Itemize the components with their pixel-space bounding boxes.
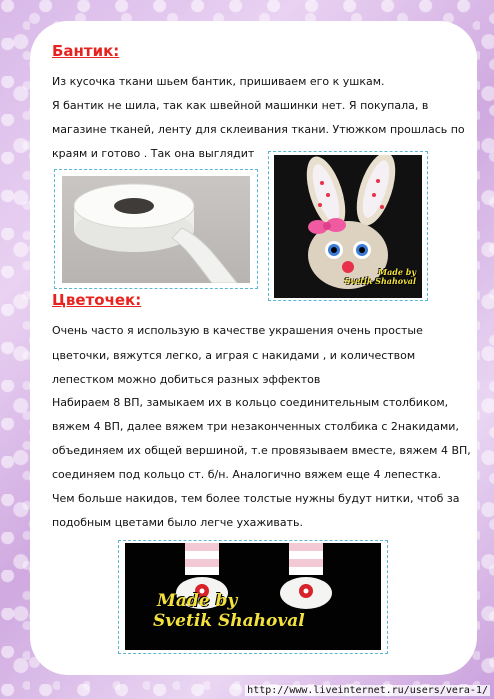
bow-text-line-4: краям и готово . Так она выглядит <box>52 147 255 160</box>
legs-watermark-line-2: Svetik Shahoval <box>153 611 305 631</box>
flower-text-line-3: лепестком можно добиться разных эффектов <box>52 373 321 386</box>
flower-text-line-1: Очень часто я использую в качестве украшения очень простые <box>52 324 423 337</box>
legs-watermark <box>153 591 305 631</box>
bunny-watermark-line-1: Made by <box>378 267 416 277</box>
bunny-watermark-line-2: Svetik Shahoval <box>344 276 416 286</box>
flower-text-line-2: цветочки, вяжутся легко, а играя с накидами , и количеством <box>52 349 416 362</box>
tape-roll-photo <box>62 176 250 283</box>
bow-text-line-3: магазине тканей, ленту для склеивания ткани. Утюжком прошлась по <box>52 123 465 136</box>
bow-text-line-1: Из кусочка ткани шьем бантик, пришиваем его к ушкам. <box>52 75 385 88</box>
section-heading-flower: Цветочек: <box>52 291 142 309</box>
flower-text-line-9: подобным цветами было легче ухаживать. <box>52 516 304 529</box>
footer-url[interactable]: http://www.liveinternet.ru/users/vera-1/ <box>247 685 488 696</box>
legs-watermark-line-1: Made by <box>157 591 238 611</box>
flower-text-line-5: вяжем 4 ВП, далее вяжем три незаконченных столбика с 2накидами, <box>52 420 459 433</box>
page-card <box>30 21 477 675</box>
section-heading-bow: Бантик: <box>52 42 120 60</box>
flower-text-line-8: Чем больше накидов, тем более толстые нужны будут нитки, чтоб за <box>52 492 460 505</box>
bow-text-line-2: Я бантик не шила, так как швейной машинки нет. Я покупала, в <box>52 99 429 112</box>
bunny-toy-photo <box>274 155 422 298</box>
toy-legs-photo <box>125 543 381 650</box>
tape-roll-illustration <box>62 176 250 283</box>
flower-text-line-7: соединяем под кольцо ст. б/н. Аналогично вяжем еще 4 лепестка. <box>52 468 442 481</box>
flower-text-line-4: Набираем 8 ВП, замыкаем их в кольцо соединительным столбиком, <box>52 396 449 409</box>
flower-text-line-6: объединяем их общей вершиной, т.е провязываем вместе, вяжем 4 ВП, <box>52 444 471 457</box>
bunny-watermark <box>345 268 416 286</box>
